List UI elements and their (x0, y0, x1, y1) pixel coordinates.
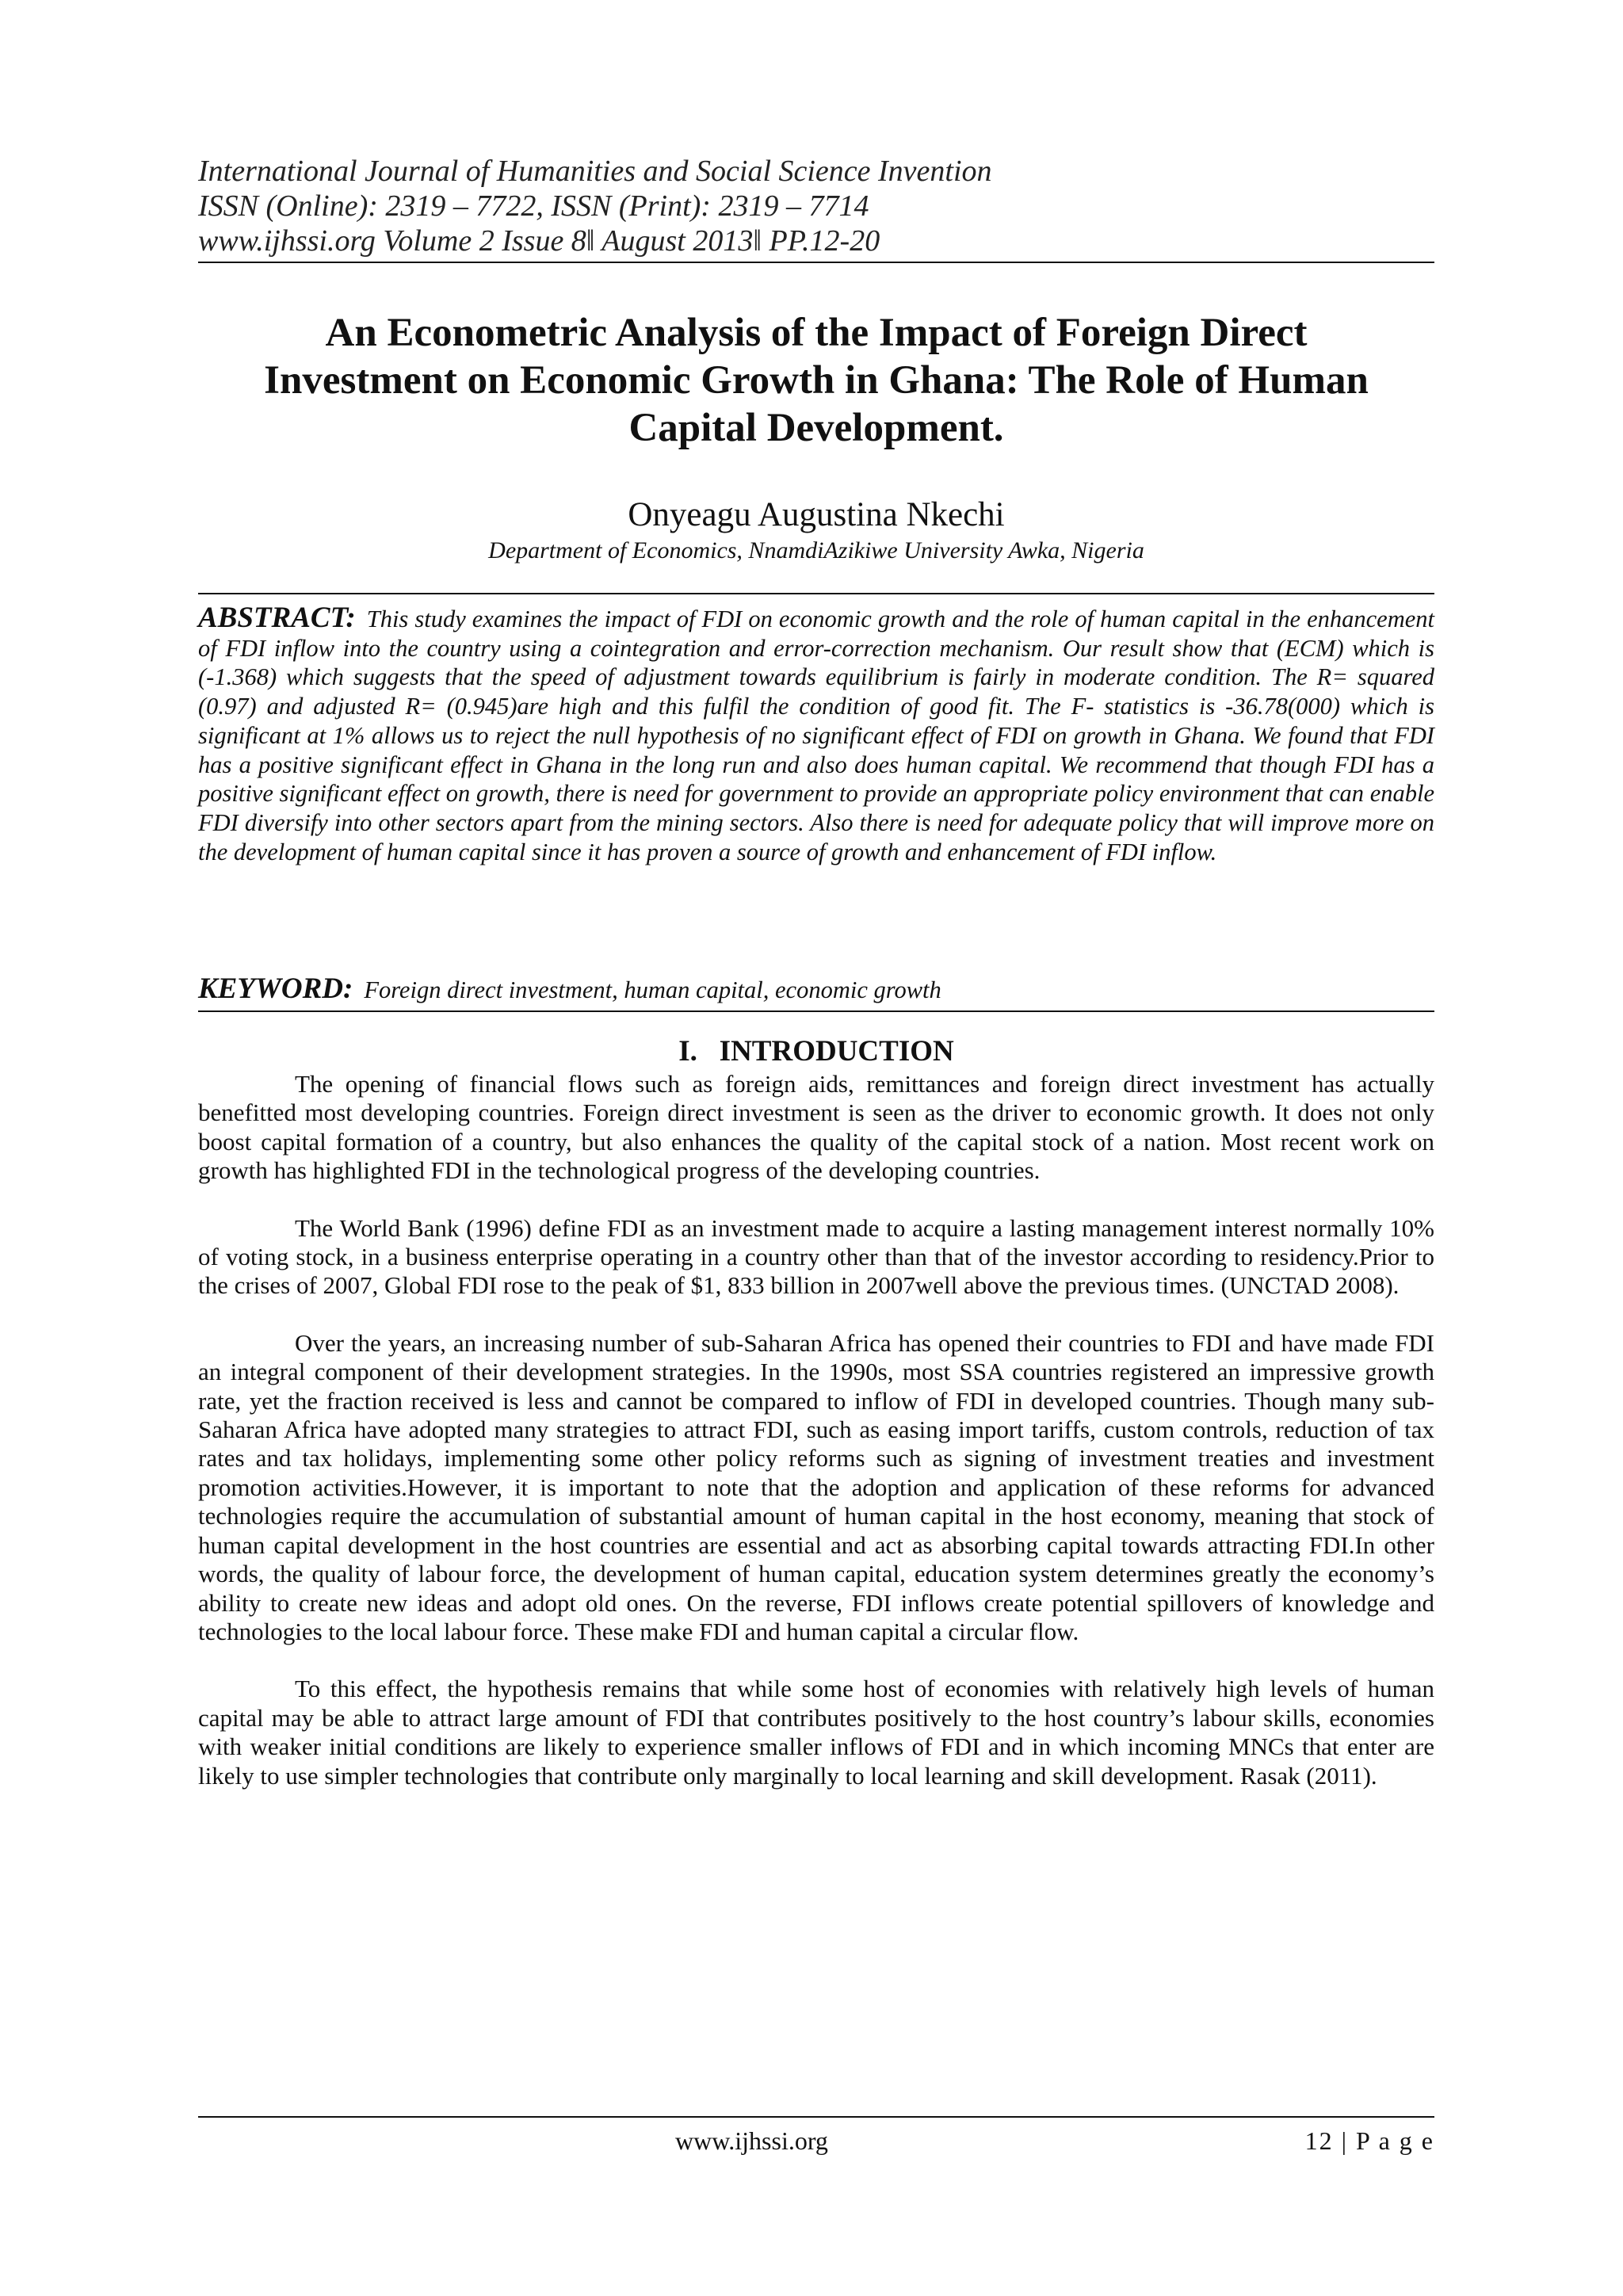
keywords-text: Foreign direct investment, human capital, economic growth (364, 976, 941, 1003)
keywords (198, 973, 1434, 1012)
section-heading: I. INTRODUCTION (678, 1035, 954, 1068)
abstract-text: This study examines the impact of FDI on economic growth and the role of human capital in the enhancement of FDI inflow into the country using a cointegration and error-correction mechanism. Our result show that (ECM) which is (-1.368) which suggests that the speed of adjustment towards equilibrium is fairly in moderate condition. The R= squared (0.97) and adjusted R= (0.945)are high and this fulfil the condition of good fit. The F- statistics is -36.78(000) which is significant at 1% allows us to reject the null hypothesis of no significant effect of FDI on growth in Ghana. We found that FDI has a positive significant effect in Ghana in the long run and also does human capital. We recommend that though FDI has a positive significant effect on growth, there is need for government to provide an appropriate policy environment that can enable FDI diversify into other sectors apart from the mining sectors. Also there is need for adequate policy that will improve more on the development of human capital since it has proven a source of growth and enhancement of FDI inflow. (198, 606, 1434, 865)
abstract (198, 593, 1434, 866)
title-line-1: An Econometric Analysis of the Impact of Foreign Direct (325, 311, 1308, 355)
footer-page-number: 12 | P a g e (1304, 2126, 1434, 2155)
journal-issn: ISSN (Online): 2319 – 7722, ISSN (Print): 2319 – 7714 (198, 189, 869, 223)
journal-header (198, 154, 1434, 263)
paper-page (198, 0, 1434, 2296)
title-line-3: Capital Development. (628, 406, 1004, 450)
footer-site: www.ijhssi.org (675, 2126, 828, 2155)
paragraph: The opening of financial flows such as foreign aids, remittances and foreign direct investment has actually benefitted most developing countries. Foreign direct investment is seen as the driver to economic growth. It does not only boost capital formation of a country, but also enhances the quality of the capital stock of a nation. Most recent work on growth has highlighted FDI in the technological progress of the developing countries. (198, 1070, 1434, 1185)
journal-name: International Journal of Humanities and Social Science Invention (198, 155, 992, 188)
title-line-2: Investment on Economic Growth in Ghana: The Role of Human (264, 358, 1369, 403)
paper-title (198, 309, 1434, 452)
page-footer (198, 2116, 1434, 2155)
author-affiliation: Department of Economics, NnamdiAzikiwe University Awka, Nigeria (488, 537, 1144, 563)
author-name: Onyeagu Augustina Nkechi (628, 496, 1005, 533)
abstract-label: ABSTRACT: (198, 602, 356, 634)
paragraph: The World Bank (1996) define FDI as an investment made to acquire a lasting management interest normally 10% of voting stock, in a business enterprise operating in a country other than that of the investor according to residency.Prior to the crises of 2007, Global FDI rose to the peak of $1, 833 billion in 2007well above the previous times. (UNCTAD 2008). (198, 1213, 1434, 1300)
paragraph: Over the years, an increasing number of sub-Saharan Africa has opened their countries to FDI and have made FDI an integral component of their development strategies. In the 1990s, most SSA countries registered an impressive growth rate, yet the fraction received is less and cannot be compared to inflow of FDI in developed countries. Though many sub-Saharan Africa have adopted many strategies to attract FDI, such as easing import tariffs, custom controls, reduction of tax rates and tax holidays, implementing some other policy reforms such as signing of investment treaties and investment promotion activities.However, it is important to note that the adoption and application of these reforms for advanced technologies require the accumulation of substantial amount of human capital in the host economy, meaning that stock of human capital development in the host countries are essential and act as absorbing capital towards attracting FDI.In other words, the quality of labour force, the development of human capital, education system determines greatly the economy’s ability to create new ideas and adopt old ones. On the reverse, FDI inflows create potential spillovers of knowledge and technologies to the local labour force. These make FDI and human capital a circular flow. (198, 1328, 1434, 1645)
paragraph: To this effect, the hypothesis remains that while some host of economies with relatively high levels of human capital may be able to attract large amount of FDI that contributes positively to the host country’s labour skills, economies with weaker initial conditions are likely to experience smaller inflows of FDI and in which incoming MNCs that enter are likely to use simpler technologies that contribute only marginally to local learning and skill development. Rasak (2011). (198, 1675, 1434, 1790)
journal-volume: www.ijhssi.org Volume 2 Issue 8‖ August 2013‖ PP.12-20 (198, 224, 880, 258)
keywords-label: KEYWORD: (198, 972, 353, 1005)
introduction-body (198, 1070, 1434, 1819)
